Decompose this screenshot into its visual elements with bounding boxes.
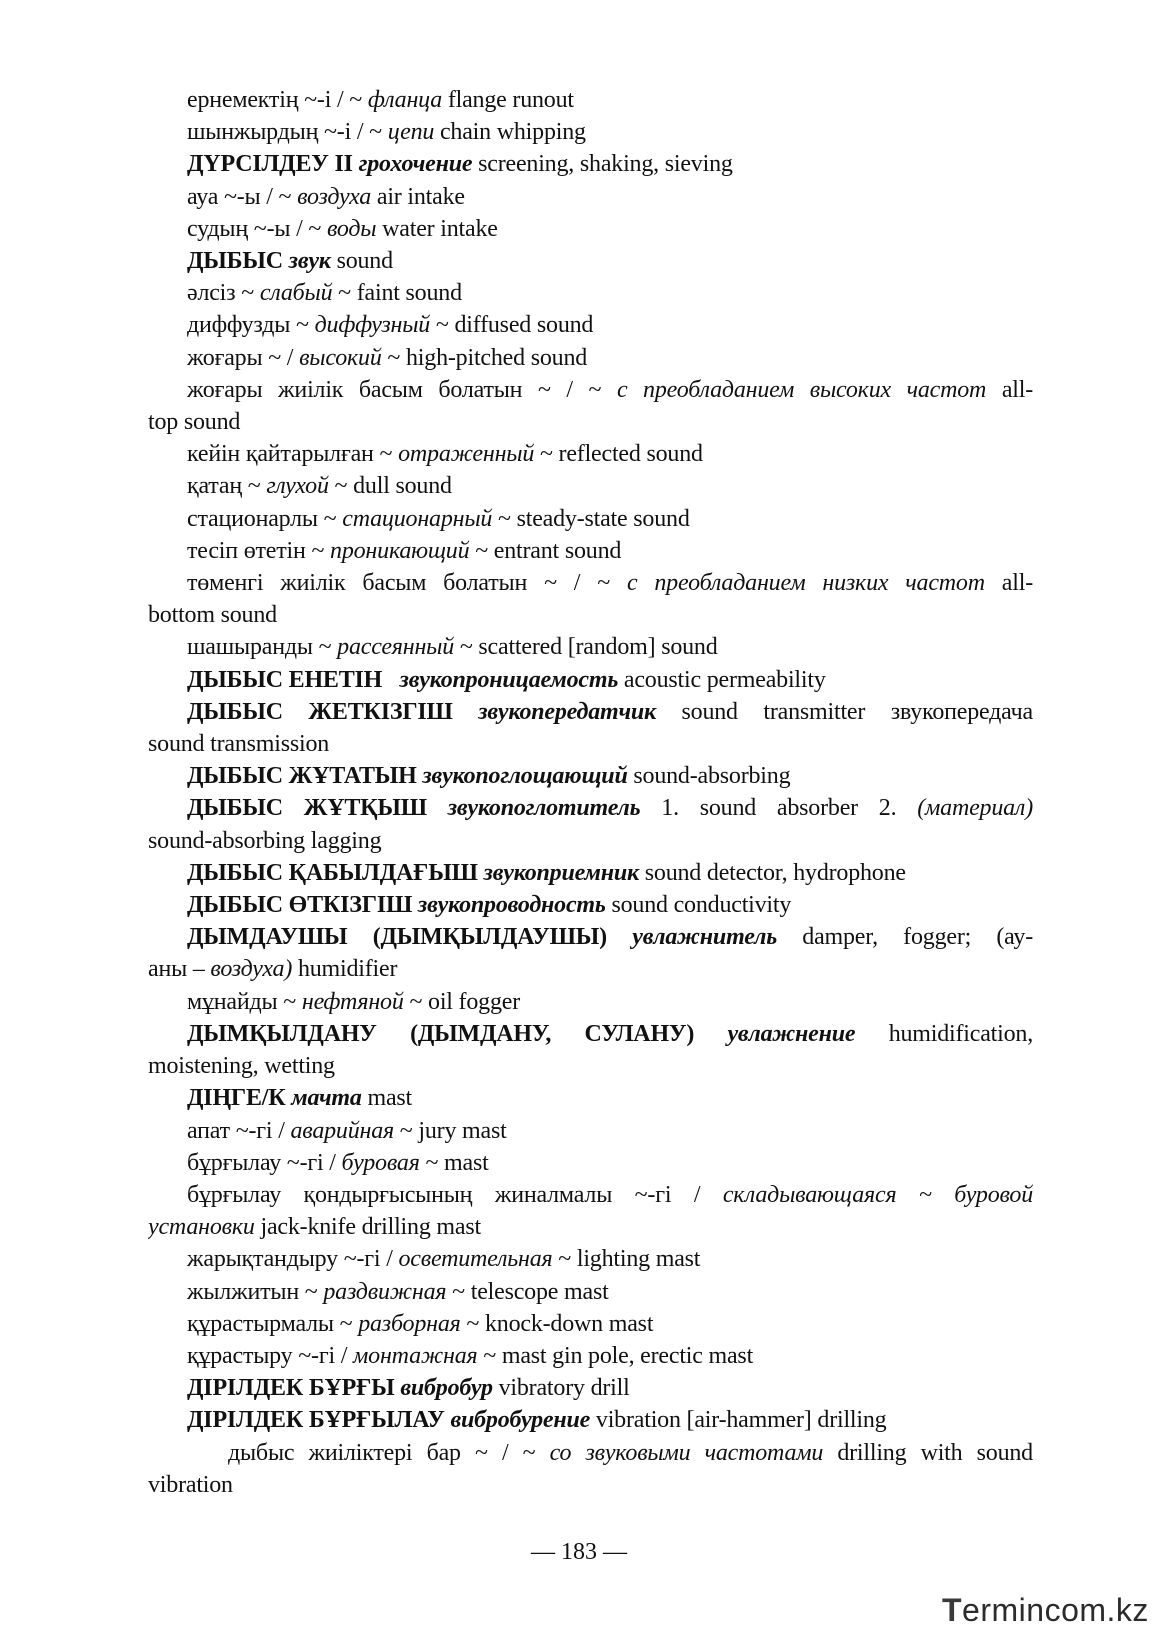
russian-headword: звук <box>288 248 331 275</box>
english-term: ~ reflected sound <box>534 441 703 468</box>
english-term: sound transmitter звукопередача <box>655 698 1033 725</box>
entry-line <box>148 1018 1033 1050</box>
russian-headword: звукопоглощающий <box>422 763 628 790</box>
entry-line <box>148 728 1033 760</box>
english-term: ~ entrant sound <box>469 537 622 564</box>
kazakh-term: мұнайды ~ <box>187 988 302 1015</box>
english-term: vibration [air-hammer] drilling <box>590 1407 887 1434</box>
russian-term: монтажная <box>353 1342 478 1369</box>
english-term: air intake <box>371 183 465 210</box>
english-term: drilling with sound <box>823 1439 1033 1466</box>
kazakh-term: әлсіз ~ <box>187 280 260 307</box>
english-term: ~ steady-state sound <box>492 505 690 532</box>
kazakh-headword: ДЫБЫС ЖЕТКІЗГІШ <box>187 698 479 725</box>
entry-line <box>148 116 1033 148</box>
kazakh-term: диффузды ~ <box>187 312 315 339</box>
russian-term: с преобладанием низких частот <box>626 570 985 597</box>
entry-line <box>148 374 1033 406</box>
russian-term: осветительная <box>398 1246 553 1273</box>
entry-line <box>148 889 1033 921</box>
entry-line <box>148 857 1033 889</box>
entry-line <box>148 245 1033 277</box>
english-term: vibratory drill <box>492 1375 630 1402</box>
kazakh-term: судың ~-ы / ~ <box>187 215 327 242</box>
entry-line <box>148 342 1033 374</box>
russian-headword: вибробур <box>400 1375 493 1402</box>
entry-line <box>148 1179 1033 1211</box>
entry-line <box>148 986 1033 1018</box>
english-term: 1. sound absorber 2. <box>640 795 918 822</box>
entry-line <box>148 1082 1033 1114</box>
english-term: all- <box>984 570 1033 597</box>
russian-headword: увлажнение <box>727 1020 856 1047</box>
entry-line <box>148 1211 1033 1243</box>
russian-term: (материал) <box>917 795 1033 822</box>
russian-term: проникающий <box>330 537 470 564</box>
kazakh-term: бұрғылау қондырғысының жиналмалы ~-гі / <box>187 1181 723 1208</box>
kazakh-headword: ДЫМҚЫЛДАНУ (ДЫМДАНУ, СУЛАНУ) <box>187 1020 728 1047</box>
kazakh-term: жоғары жиілік басым болатын ~ / ~ <box>187 376 617 403</box>
kazakh-headword: ДЫБЫС ҚАБЫЛДАҒЫШ <box>187 859 484 886</box>
kazakh-headword: ДҮРСІЛДЕУ ІІ <box>187 151 359 178</box>
russian-headword: мачта <box>291 1085 362 1112</box>
entry-line <box>148 1050 1033 1082</box>
english-term: ~ diffused sound <box>430 312 594 339</box>
english-term: ~ jury mast <box>394 1117 507 1144</box>
russian-term: стационарный <box>342 505 493 532</box>
entry-line <box>148 792 1033 824</box>
russian-headword: звукопередатчик <box>478 698 656 725</box>
english-term: ~ lighting mast <box>552 1246 701 1273</box>
entry-line <box>148 921 1033 953</box>
english-term: humidification, <box>855 1020 1033 1047</box>
english-term: acoustic permeability <box>618 666 826 693</box>
kazakh-term: дыбыс жиіліктері бар ~ / ~ <box>228 1439 550 1466</box>
entry-line <box>148 567 1033 599</box>
kazakh-headword: ДЫБЫС ЖҰТАТЫН <box>187 763 423 790</box>
english-term: water intake <box>376 215 498 242</box>
russian-term: разборная <box>358 1310 461 1337</box>
english-term: ~ oil fogger <box>403 988 520 1015</box>
entry-line <box>148 309 1033 341</box>
entry-line <box>148 84 1033 116</box>
english-term: sound-absorbing <box>627 763 791 790</box>
russian-headword: увлажнитель <box>632 924 777 951</box>
kazakh-term: жылжитын ~ <box>187 1278 324 1305</box>
russian-term: фланца <box>367 87 443 113</box>
russian-term: с преобладанием высоких частот <box>616 376 987 403</box>
entry-line <box>148 470 1033 502</box>
kazakh-headword: ДЫБЫС ӨТКІЗГІШ <box>187 892 418 919</box>
entry-line <box>148 1308 1033 1340</box>
english-term: ~ mast <box>419 1149 489 1176</box>
entry-line <box>148 503 1033 535</box>
russian-term: раздвижная <box>323 1278 447 1305</box>
kazakh-term: апат ~-гі / <box>187 1117 291 1144</box>
kazakh-term: құрастырмалы ~ <box>187 1310 359 1337</box>
kazakh-term: ернемектің ~-і / ~ <box>187 87 368 113</box>
english-term: sound-absorbing lagging <box>148 827 382 854</box>
english-term: ~ high-pitched sound <box>381 344 588 371</box>
russian-headword: звукопоглотитель <box>447 795 641 822</box>
kazakh-term: кейін қайтарылған ~ <box>187 441 399 468</box>
russian-headword: грохочение <box>358 151 473 178</box>
russian-term: воздуха) <box>210 956 293 983</box>
kazakh-term: бұрғылау ~-гі / <box>187 1149 342 1176</box>
dictionary-entries <box>148 84 1033 1501</box>
entry-line <box>148 696 1033 728</box>
russian-term: складывающаяся ~ буровой <box>722 1181 1033 1208</box>
russian-term: буровая <box>341 1149 420 1176</box>
russian-term: отраженный <box>398 441 535 468</box>
english-term: flange runout <box>442 87 574 113</box>
russian-term: со звуковыми частотами <box>549 1439 824 1466</box>
entry-line <box>148 1276 1033 1308</box>
russian-term: установки <box>148 1214 255 1241</box>
kazakh-term: шашыранды ~ <box>187 634 338 661</box>
english-term: ~ mast gin pole, erectic mast <box>477 1342 754 1369</box>
kazakh-term: жоғары ~ / <box>187 344 300 371</box>
russian-term: нефтяной <box>301 988 404 1015</box>
kazakh-headword: ДІҢГЕ/К <box>187 1085 292 1112</box>
english-term: sound transmission <box>148 731 330 758</box>
english-term: ~ knock-down mast <box>460 1310 654 1337</box>
kazakh-headword: ДЫБЫС <box>187 248 289 275</box>
kazakh-term: төменгі жиілік басым болатын ~ / ~ <box>187 570 627 597</box>
english-term: all- <box>986 376 1033 403</box>
entry-line <box>148 760 1033 792</box>
entry-line <box>148 535 1033 567</box>
entry-line <box>148 1115 1033 1147</box>
russian-term: аварийная <box>290 1117 394 1144</box>
entry-line <box>148 438 1033 470</box>
entry-line <box>148 1243 1033 1275</box>
english-term: sound <box>330 248 393 275</box>
kazakh-term: ауа ~-ы / ~ <box>187 183 298 210</box>
kazakh-term: аны – <box>148 956 211 983</box>
kazakh-headword: ДІРІЛДЕК БҰРҒЫЛАУ <box>187 1407 451 1434</box>
entry-line <box>148 213 1033 245</box>
entry-line <box>148 825 1033 857</box>
english-term: chain whipping <box>434 119 586 146</box>
entry-line <box>148 1340 1033 1372</box>
kazakh-term: шынжырдың ~-і / ~ <box>187 119 388 146</box>
kazakh-headword: ДЫБЫС ЖҰТҚЫШ <box>187 795 448 822</box>
kazakh-term: тесіп өтетін ~ <box>187 537 331 564</box>
entry-line <box>148 181 1033 213</box>
entry-line <box>148 664 1033 696</box>
kazakh-term: стационарлы ~ <box>187 505 343 532</box>
entry-line <box>148 406 1033 438</box>
english-term: ~ dull sound <box>328 473 452 500</box>
logo-text: ermincom.kz <box>962 1592 1149 1628</box>
english-term: sound detector, hydrophone <box>638 859 906 886</box>
russian-term: глухой <box>266 473 329 500</box>
english-term: ~ scattered [random] sound <box>454 634 718 661</box>
russian-headword: звукоприемник <box>483 859 639 886</box>
russian-term: диффузный <box>314 312 431 339</box>
russian-term: воды <box>326 215 377 242</box>
russian-term: слабый <box>259 280 333 307</box>
english-term: damper, fogger; (ау- <box>776 924 1033 951</box>
entry-line <box>148 277 1033 309</box>
russian-term: цепи <box>387 119 435 146</box>
english-term: moistening, wetting <box>148 1053 335 1080</box>
english-term: top sound <box>148 409 241 436</box>
english-term: mast <box>361 1085 413 1112</box>
entry-line <box>148 953 1033 985</box>
kazakh-headword: ДЫМДАУШЫ (ДЫМҚЫЛДАУШЫ) <box>187 924 633 951</box>
entry-line <box>148 631 1033 663</box>
russian-term: рассеянный <box>337 634 455 661</box>
russian-term: высокий <box>299 344 382 371</box>
termincom-logo[interactable] <box>942 1592 1149 1632</box>
kazakh-term: қатаң ~ <box>187 473 267 500</box>
entry-line <box>148 148 1033 180</box>
english-term: humidifier <box>292 956 398 983</box>
kazakh-headword: ДЫБЫС ЕНЕТІН <box>187 666 400 693</box>
russian-headword: звукопроницаемость <box>399 666 619 693</box>
english-term: ~ faint sound <box>332 280 462 307</box>
russian-headword: звукопроводность <box>417 892 606 919</box>
entry-line <box>148 1469 1033 1501</box>
page-number: — 183 — <box>531 1539 627 1565</box>
logo-t-icon: T <box>942 1592 963 1628</box>
entry-line <box>148 1147 1033 1179</box>
kazakh-term: жарықтандыру ~-гі / <box>187 1246 399 1273</box>
russian-term: воздуха <box>297 183 372 210</box>
english-term: jack-knife drilling mast <box>254 1214 481 1241</box>
english-term: bottom sound <box>148 602 277 629</box>
kazakh-term: құрастыру ~-гі / <box>187 1342 354 1369</box>
english-term: screening, shaking, sieving <box>472 151 733 178</box>
english-term: sound conductivity <box>605 892 792 919</box>
entry-line <box>148 1437 1033 1469</box>
english-term: ~ telescope mast <box>446 1278 609 1305</box>
english-term: vibration <box>148 1471 233 1498</box>
entry-line <box>148 1404 1033 1436</box>
kazakh-headword: ДІРІЛДЕК БҰРҒЫ <box>187 1375 401 1402</box>
entry-line <box>148 599 1033 631</box>
entry-line <box>148 1372 1033 1404</box>
russian-headword: вибробурение <box>450 1407 591 1434</box>
